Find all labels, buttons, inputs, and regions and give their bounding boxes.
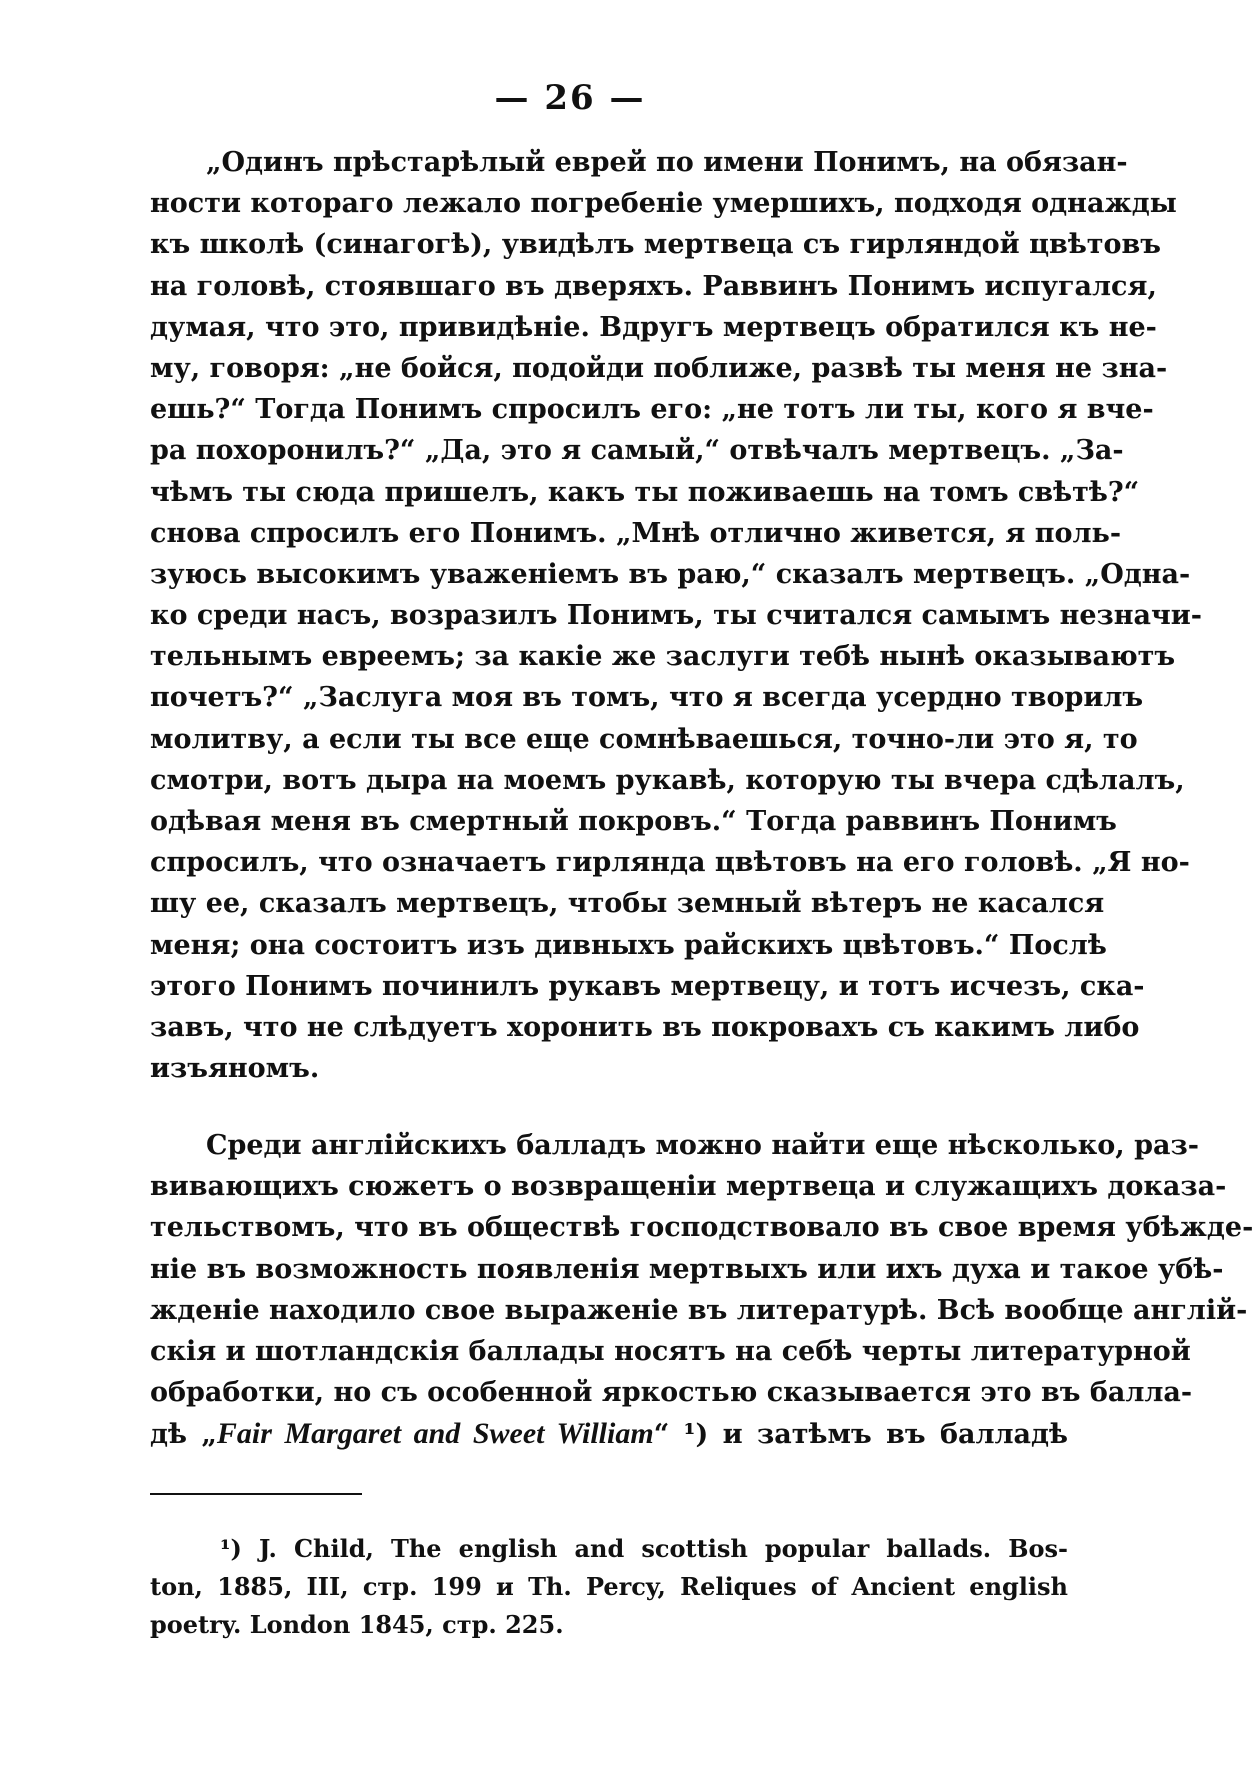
text-fragment: “ ¹) и затѣмъ въ балладѣ [653, 1419, 1068, 1451]
text-line: ешь?“ Тогда Понимъ спросилъ его: „не тотъ ли ты, кого я вче- [150, 394, 1154, 426]
text-line: вивающихъ сюжетъ о возвращеніи мертвеца и служащихъ доказа- [150, 1171, 1227, 1203]
footnote-divider [150, 1493, 362, 1495]
text-line: тельствомъ, что въ обществѣ господствовало въ свое время убѣжде- [150, 1212, 1253, 1244]
text-line: зуюсь высокимъ уваженіемъ въ раю,“ сказалъ мертвецъ. „Одна- [150, 558, 1191, 590]
text-line: спросилъ, что означаетъ гирлянда цвѣтовъ на его головѣ. „Я но- [150, 847, 1190, 879]
text-line: одѣвая меня въ смертный покровъ.“ Тогда раввинъ Понимъ [150, 806, 1117, 837]
text-line: шу ее, сказалъ мертвецъ, чтобы земный вѣтеръ не касался [150, 888, 1105, 920]
text-line: ніе въ возможность появленія мертвыхъ или ихъ духа и такое убѣ- [150, 1253, 1224, 1285]
footnote-line: ton, 1885, III, стр. 199 и Th. Percy, Reliques of Ancient english [150, 1572, 1068, 1601]
text-line-with-title [150, 1413, 1068, 1454]
text-line: „Одинъ прѣстарѣлый еврей по имени Понимъ, на обязан- [206, 147, 1128, 178]
text-line: думая, что это, привидѣніе. Вдругъ мертвецъ обратился къ не- [150, 311, 1157, 343]
text-line: завъ, что не слѣдуетъ хоронить въ покровахъ съ какимъ либо [150, 1011, 1140, 1043]
ballad-title: Fair Margaret and Sweet William [216, 1417, 654, 1451]
paragraph-2 [150, 1125, 1253, 1455]
text-line: изъяномъ. [150, 1053, 320, 1085]
text-line: жденіе находило свое выраженіе въ литературѣ. Всѣ вообще англій- [150, 1294, 1248, 1326]
text-line: почетъ?“ „Заслуга моя въ томъ, что я всегда усердно творилъ [150, 682, 1144, 714]
text-line: на головѣ, стоявшаго въ дверяхъ. Раввинъ Понимъ испугался, [150, 270, 1157, 302]
text-line: чѣмъ ты сюда пришелъ, какъ ты поживаешь на томъ свѣтѣ?“ [150, 476, 1140, 508]
text-line: ко среди насъ, возразилъ Понимъ, ты считался самымъ незначи- [150, 600, 1202, 632]
text-line: ности котораго лежало погребеніе умершихъ, подходя однажды [150, 188, 1177, 220]
text-line: снова спросилъ его Понимъ. „Мнѣ отлично живется, я поль- [150, 517, 1122, 549]
footnote-line: poetry. London 1845, стр. 225. [150, 1610, 564, 1639]
text-line: ра похоронилъ?“ „Да, это я самый,“ отвѣчалъ мертвецъ. „За- [150, 435, 1124, 467]
text-line: меня; она состоитъ изъ дивныхъ райскихъ цвѣтовъ.“ Послѣ [150, 929, 1107, 961]
text-line: смотри, вотъ дыра на моемъ рукавѣ, которую ты вчера сдѣлалъ, [150, 764, 1185, 796]
footnotes [150, 1530, 1068, 1644]
text-line: скія и шотландскія баллады носятъ на себѣ черты литературной [150, 1335, 1191, 1367]
text-fragment: дѣ „ [150, 1419, 217, 1451]
paragraph-1 [150, 142, 1202, 1089]
text-line: му, говоря: „не бойся, подойди поближе, развѣ ты меня не зна- [150, 352, 1168, 384]
text-line: молитву, а если ты все еще сомнѣваешься, точно-ли это я, то [150, 723, 1138, 755]
footnote-line: ¹) J. Child, The english and scottish popular ballads. Bos- [220, 1534, 1068, 1563]
text-line: тельнымъ евреемъ; за какіе же заслуги тебѣ нынѣ оказываютъ [150, 641, 1176, 673]
text-line: къ школѣ (синагогѣ), увидѣлъ мертвеца съ гирляндой цвѣтовъ [150, 229, 1162, 261]
text-line: этого Понимъ починилъ рукавъ мертвецу, и тотъ исчезъ, ска- [150, 970, 1145, 1002]
text-line: Среди англійскихъ балладъ можно найти еще нѣсколько, раз- [206, 1130, 1199, 1161]
page-number: — 26 — [494, 78, 646, 118]
text-line: обработки, но съ особенной яркостью сказывается это въ балла- [150, 1377, 1193, 1409]
